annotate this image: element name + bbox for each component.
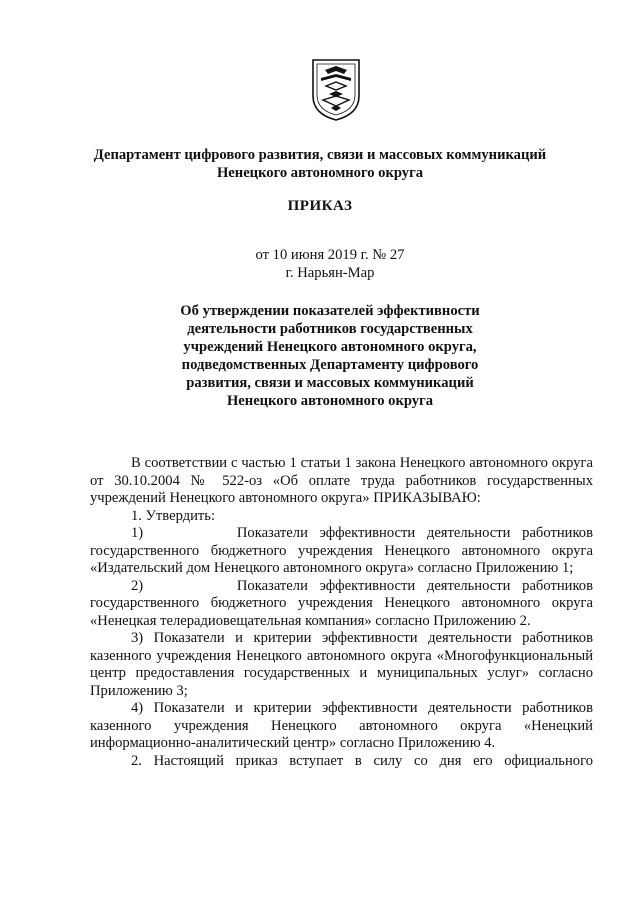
place-line: г. Нарьян-Мар <box>285 265 375 281</box>
date-place-block <box>10 246 640 282</box>
department-line-2: Ненецкого автономного округа <box>216 165 424 181</box>
subject-line: Об утверждении показателей эффективности <box>180 303 480 319</box>
subject-line: учреждений Ненецкого автономного округа, <box>183 339 477 355</box>
subject-line: подведомственных Департаменту цифрового <box>181 357 479 373</box>
date-line: от 10 июня 2019 г. № 27 <box>255 247 405 263</box>
document-subject <box>10 302 640 410</box>
subject-line: деятельности работников государственных <box>187 321 473 337</box>
subject-line: Ненецкого автономного округа <box>226 393 434 409</box>
item-1-3: 3) Показатели и критерии эффективности деятельности работников казенного учреждения Ненецкого автономного округа «Многофункциональный центр предоставления государственных и муниципальных услуг» согласно Приложению 3; <box>90 630 593 699</box>
department-line-1: Департамент цифрового развития, связи и массовых коммуникаций <box>93 147 547 163</box>
document-body <box>90 455 593 770</box>
item-1-2: 2) Показатели эффективности деятельности работников государственного бюджетного учреждения Ненецкого автономного округа «Ненецкая телерадиовещательная компания» согласно Приложению 2. <box>90 577 593 629</box>
document-type: ПРИКАЗ <box>287 198 353 214</box>
intro-paragraph: В соответствии с частью 1 статьи 1 закона Ненецкого автономного округа от 30.10.2004 № 522-оз «Об оплате труда работников государственных учреждений Ненецкого автономного округа» ПРИКАЗЫВАЮ: <box>90 455 593 506</box>
item-1: 1. Утвердить: <box>131 507 216 524</box>
item-1-4: 4) Показатели и критерии эффективности деятельности работников казенного учреждения Ненецкого автономного округа «Ненецкий информационно-аналитический центр» согласно Приложению 4. <box>90 700 593 751</box>
department-name <box>0 146 640 182</box>
item-2: 2. Настоящий приказ вступает в силу со дня его официального <box>131 752 593 769</box>
item-1-1: 1) Показатели эффективности деятельности работников государственного бюджетного учреждения Ненецкого автономного округа «Издательский дом Ненецкого автономного округа» согласно Приложению 1; <box>90 525 593 576</box>
subject-line: развития, связи и массовых коммуникаций <box>186 375 474 391</box>
coat-of-arms-icon <box>311 58 361 122</box>
coat-of-arms-shield <box>311 58 361 122</box>
